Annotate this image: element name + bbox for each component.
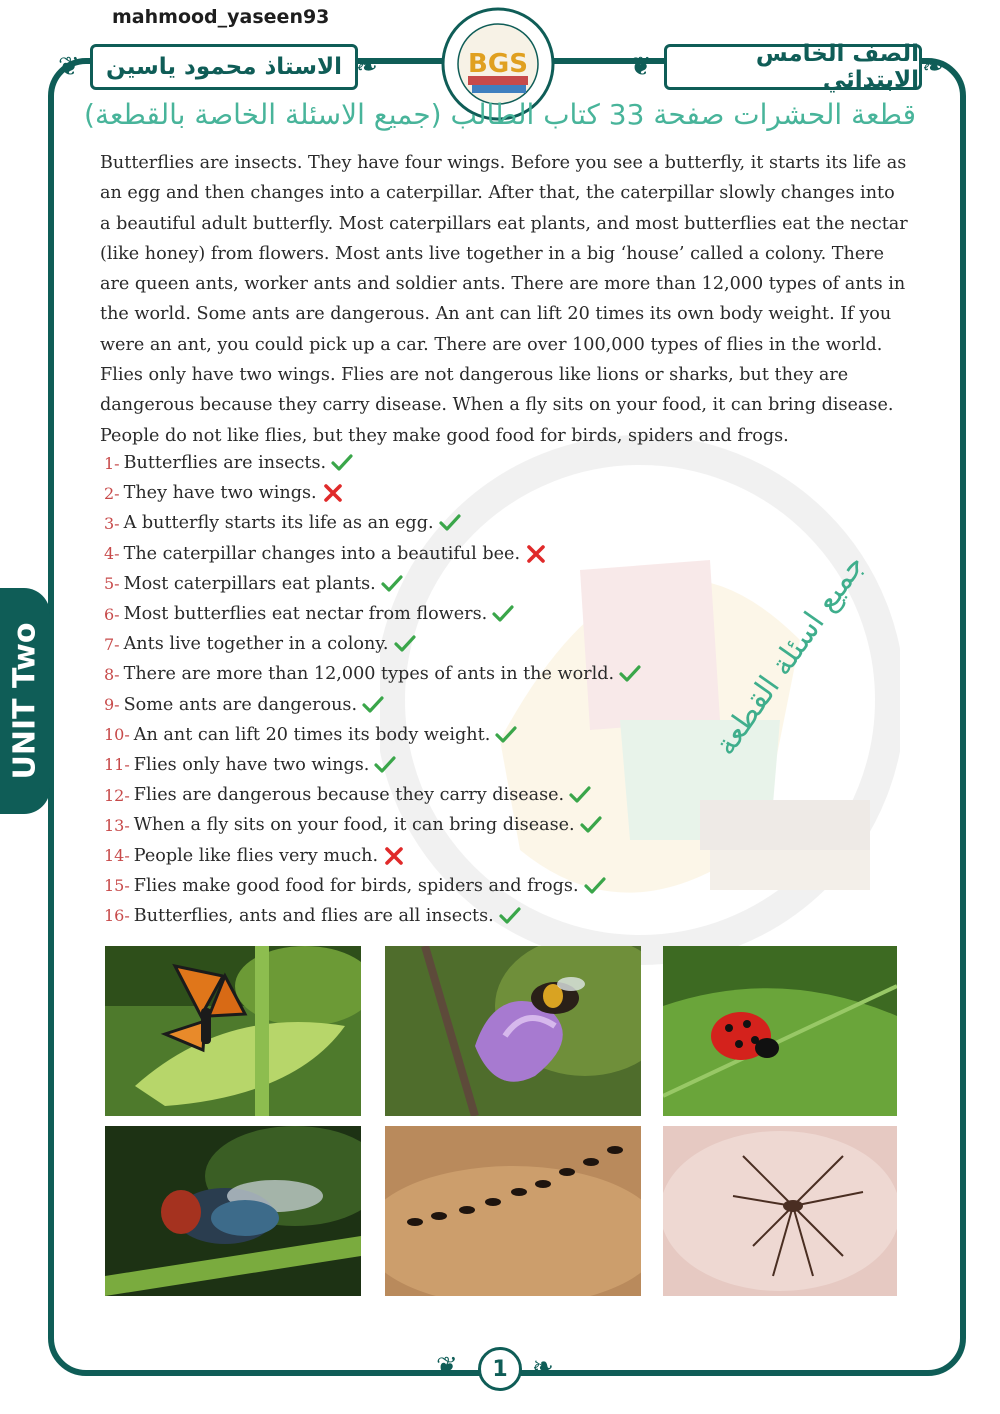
cross-mark-icon [525,545,547,563]
question-item [104,720,641,750]
check-mark-icon [331,454,353,472]
check-mark-icon [374,756,396,774]
question-text: People like flies very much. [133,845,379,866]
check-mark-icon [492,605,514,623]
check-mark-icon [495,726,517,744]
ants-photo [385,1126,641,1296]
question-number: 11- [104,755,130,775]
question-number: 10- [104,725,130,745]
check-mark-icon [584,877,606,895]
question-text: Flies make good food for birds, spiders and frogs. [133,875,579,896]
question-item [104,508,641,538]
question-number: 7- [104,634,120,654]
bee-on-flower-photo [385,946,641,1116]
question-number: 16- [104,906,130,926]
question-item [104,901,641,931]
question-text: There are more than 12,000 types of ants in the world. [123,664,615,685]
question-item [104,448,641,478]
question-number: 9- [104,695,120,715]
question-item [104,478,641,508]
question-number: 6- [104,604,120,624]
question-text: The caterpillar changes into a beautiful bee. [123,543,521,564]
question-number: 14- [104,846,130,866]
question-item [104,871,641,901]
question-item [104,750,641,780]
check-mark-icon [619,665,641,683]
question-item [104,569,641,599]
spider-photo [663,1126,897,1296]
ornament-icon: ❦ [436,1352,458,1382]
reading-passage: Butterflies are insects. They have four wings. Before you see a butterfly, it starts its life as an egg and then changes into a caterpillar. After that, the caterpillar slowly changes into a beautiful adult butterfly. Most caterpillars eat plants, and most butterflies eat the nectar (like honey) from flowers. Most ants live together in a big ‘house’ called a colony. There are queen ants, worker ants and soldier ants. There are more than 12,000 types of ants in the world. Some ants are dangerous. An ant can lift 20 times its own body weight. If you were an ant, you could pick up a car. There are over 100,000 types of flies in the world. Flies only have two wings. Flies are not dangerous like lions or sharks, but they are dangerous because they carry disease. When a fly sits on your food, it can bring disease. People do not like flies, but they make good food for birds, spiders and frogs. [100,153,908,446]
check-mark-icon [362,696,384,714]
question-text: Ants live together in a colony. [123,634,389,655]
question-number: 12- [104,785,130,805]
author-handle: mahmood_yaseen93 [112,6,330,28]
check-mark-icon [394,635,416,653]
ornament-icon: ❦ [630,52,652,82]
question-text: An ant can lift 20 times its body weight. [133,724,491,745]
question-number: 15- [104,876,130,896]
question-text: They have two wings. [123,483,317,504]
question-text: Most butterflies eat nectar from flowers. [123,604,488,625]
grade-banner: الصف الخامس الابتدائي [664,44,922,90]
question-item [104,599,641,629]
question-number: 3- [104,513,120,533]
question-item [104,539,641,569]
question-number: 8- [104,664,120,684]
check-mark-icon [439,514,461,532]
question-item [104,840,641,870]
ornament-icon: ❦ [58,52,80,82]
fly-photo [105,1126,361,1296]
question-text: Some ants are dangerous. [123,694,358,715]
question-item [104,659,641,689]
question-number: 13- [104,815,130,835]
question-text: Flies only have two wings. [133,754,370,775]
page-heading: قطعة الحشرات صفحة 33 كتاب الطالب (جميع الاسئلة الخاصة بالقطعة) [84,98,916,131]
handwritten-note: جميع اسئلة القطعة [707,548,873,762]
question-text: When a fly sits on your food, it can bring disease. [133,815,575,836]
cross-mark-icon [383,847,405,865]
unit-label: UNIT Two [7,622,43,780]
page-number: 1 [478,1347,522,1391]
question-text: Butterflies are insects. [123,453,327,474]
question-text: A butterfly starts its life as an egg. [123,513,434,534]
ladybug-photo [663,946,897,1116]
question-number: 5- [104,574,120,594]
check-mark-icon [569,786,591,804]
butterfly-photo [105,946,361,1116]
check-mark-icon [499,907,521,925]
question-item [104,690,641,720]
check-mark-icon [381,575,403,593]
logo-text: BGS [468,49,528,79]
cross-mark-icon [322,484,344,502]
question-text: Flies are dangerous because they carry disease. [133,785,565,806]
ornament-icon: ❧ [356,52,378,82]
teacher-name-banner: الاستاذ محمود ياسين [90,44,358,90]
question-item [104,629,641,659]
question-text: Butterflies, ants and flies are all insects. [133,905,494,926]
question-number: 1- [104,453,120,473]
question-item [104,780,641,810]
ornament-icon: ❧ [532,1352,554,1382]
ornament-icon: ❧ [922,52,944,82]
check-mark-icon [580,816,602,834]
question-list [104,448,641,931]
question-number: 2- [104,483,120,503]
question-text: Most caterpillars eat plants. [123,573,376,594]
question-item [104,810,641,840]
question-number: 4- [104,544,120,564]
